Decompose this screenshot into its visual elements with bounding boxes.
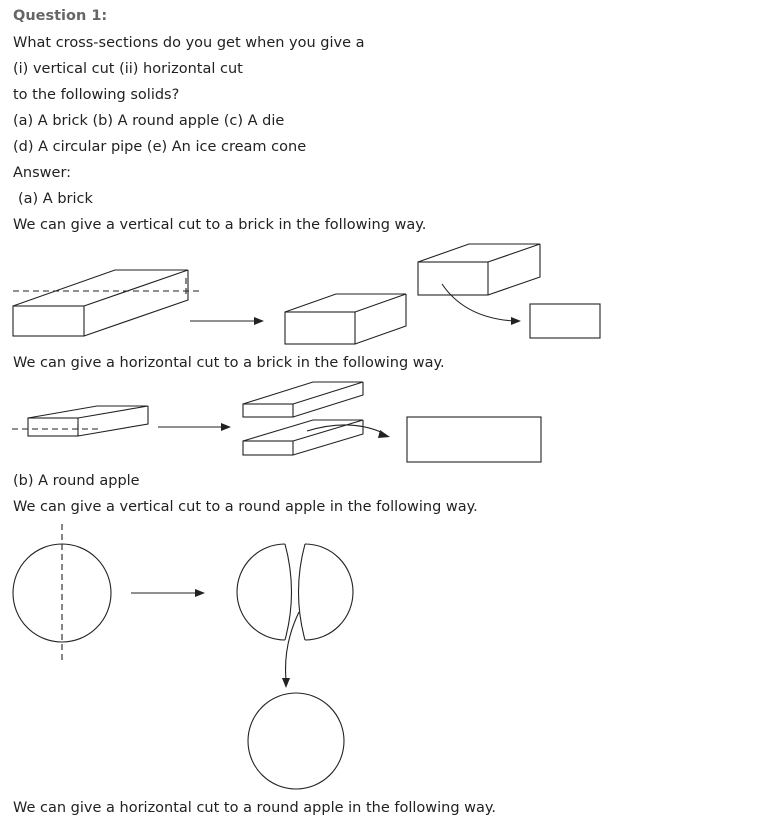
question-line: (d) A circular pipe (e) An ice cream cone	[13, 139, 307, 155]
cut-piece	[418, 262, 488, 295]
question-title: Question 1:	[13, 8, 108, 24]
curved-arrow	[286, 612, 299, 680]
brick-vertical-cut-figure	[0, 238, 771, 348]
brick-horizontal-text: We can give a horizontal cut to a brick in the following way.	[13, 355, 445, 371]
right-half-face	[299, 544, 306, 640]
half-brick	[285, 312, 355, 344]
cross-section-rectangle	[407, 417, 541, 462]
cross-section-rectangle	[530, 304, 600, 338]
top-slab	[243, 404, 293, 417]
brick-horizontal-cut-figure	[0, 376, 771, 466]
cross-section-circle	[248, 693, 344, 789]
question-line: to the following solids?	[13, 87, 180, 103]
brick-front-face	[28, 418, 78, 436]
answer-label: Answer:	[13, 165, 72, 181]
right-half-arc	[305, 544, 353, 640]
brick-side-face	[84, 270, 188, 336]
question-line: (i) vertical cut (ii) horizontal cut	[13, 61, 243, 77]
apple-vertical-text: We can give a vertical cut to a round apple in the following way.	[13, 499, 478, 515]
apple-vertical-cut-figure	[0, 520, 771, 795]
apple-horizontal-text: We can give a horizontal cut to a round apple in the following way.	[13, 800, 497, 816]
curved-arrow	[307, 425, 383, 433]
brick-front-face	[13, 306, 84, 336]
left-half-arc	[237, 544, 285, 640]
brick-top-face	[13, 270, 188, 306]
apple-heading: (b) A round apple	[13, 473, 140, 489]
brick-vertical-text: We can give a vertical cut to a brick in the following way.	[13, 217, 427, 233]
left-half-face	[285, 544, 292, 640]
bottom-slab	[243, 441, 293, 455]
brick-heading: (a) A brick	[18, 191, 93, 207]
question-line: (a) A brick (b) A round apple (c) A die	[13, 113, 285, 129]
question-line: What cross-sections do you get when you give a	[13, 35, 365, 51]
